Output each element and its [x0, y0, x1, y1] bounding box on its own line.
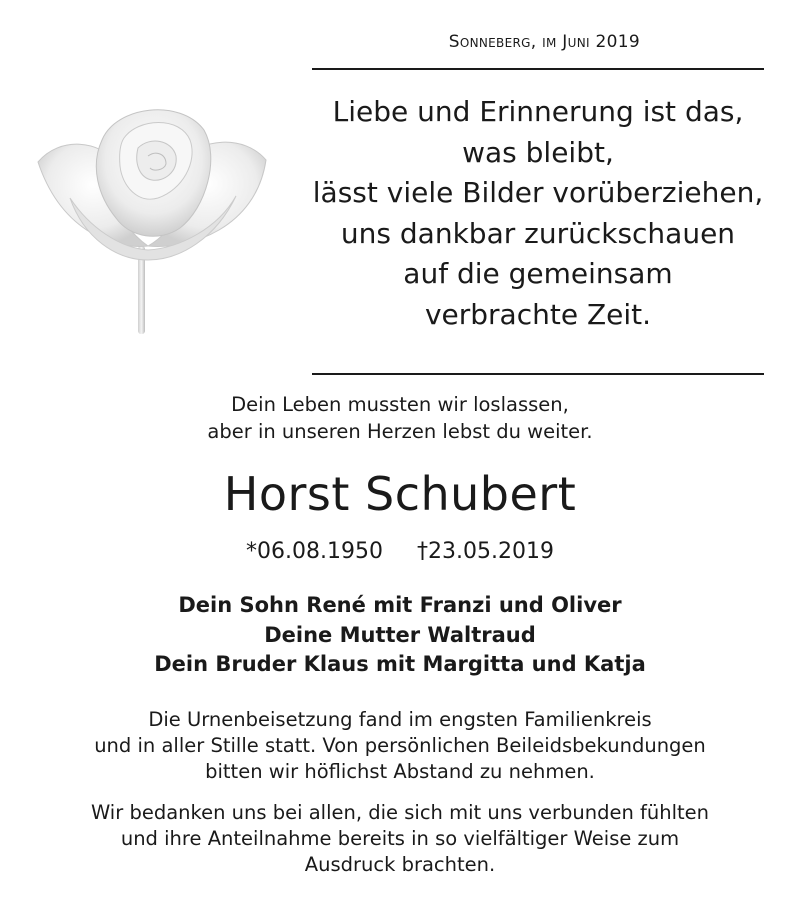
intro-line: aber in unseren Herzen lebst du weiter. [207, 420, 593, 443]
burial-line: und in aller Stille statt. Von persönlichen Beileidsbekundungen [94, 734, 706, 757]
poem-line: was bleibt, [462, 135, 614, 169]
burial-notice [0, 707, 800, 785]
death-date: †23.05.2019 [417, 539, 554, 564]
poem-line: verbrachte Zeit. [424, 297, 652, 331]
thanks-line: Ausdruck brachten. [304, 853, 496, 876]
intro-text [0, 391, 800, 445]
deceased-name: Horst Schubert [223, 467, 577, 521]
thanks-line: Wir bedanken uns bei allen, die sich mit uns verbunden fühlten [90, 801, 710, 824]
poem [312, 92, 764, 335]
intro-line: Dein Leben mussten wir loslassen, [231, 393, 569, 416]
poem-line: uns dankbar zurückschauen [340, 216, 736, 250]
life-dates [0, 538, 800, 566]
family-line: Deine Mutter Waltraud [264, 622, 536, 647]
birth-date: *06.08.1950 [246, 539, 383, 564]
thanks-line: und ihre Anteilnahme bereits in so vielfältiger Weise zum [120, 827, 680, 850]
family-line: Dein Bruder Klaus mit Margitta und Katja [154, 652, 646, 676]
poem-line: auf die gemeinsam [403, 257, 673, 290]
poem-line: Liebe und Erinnerung ist das, [332, 95, 744, 128]
burial-line: Die Urnenbeisetzung fand im engsten Familienkreis [148, 708, 652, 731]
thanks-notice [0, 800, 800, 878]
place-date: Sonneberg, im Juni 2019 [448, 32, 640, 52]
family-line: Dein Sohn René mit Franzi und Oliver [178, 593, 622, 617]
burial-line: bitten wir höflichst Abstand zu nehmen. [205, 760, 595, 783]
divider-bottom [312, 373, 764, 375]
divider-top [312, 68, 764, 70]
family-signatures [0, 591, 800, 680]
rose-icon [30, 78, 280, 338]
poem-line: lässt viele Bilder vorüberziehen, [312, 176, 764, 209]
